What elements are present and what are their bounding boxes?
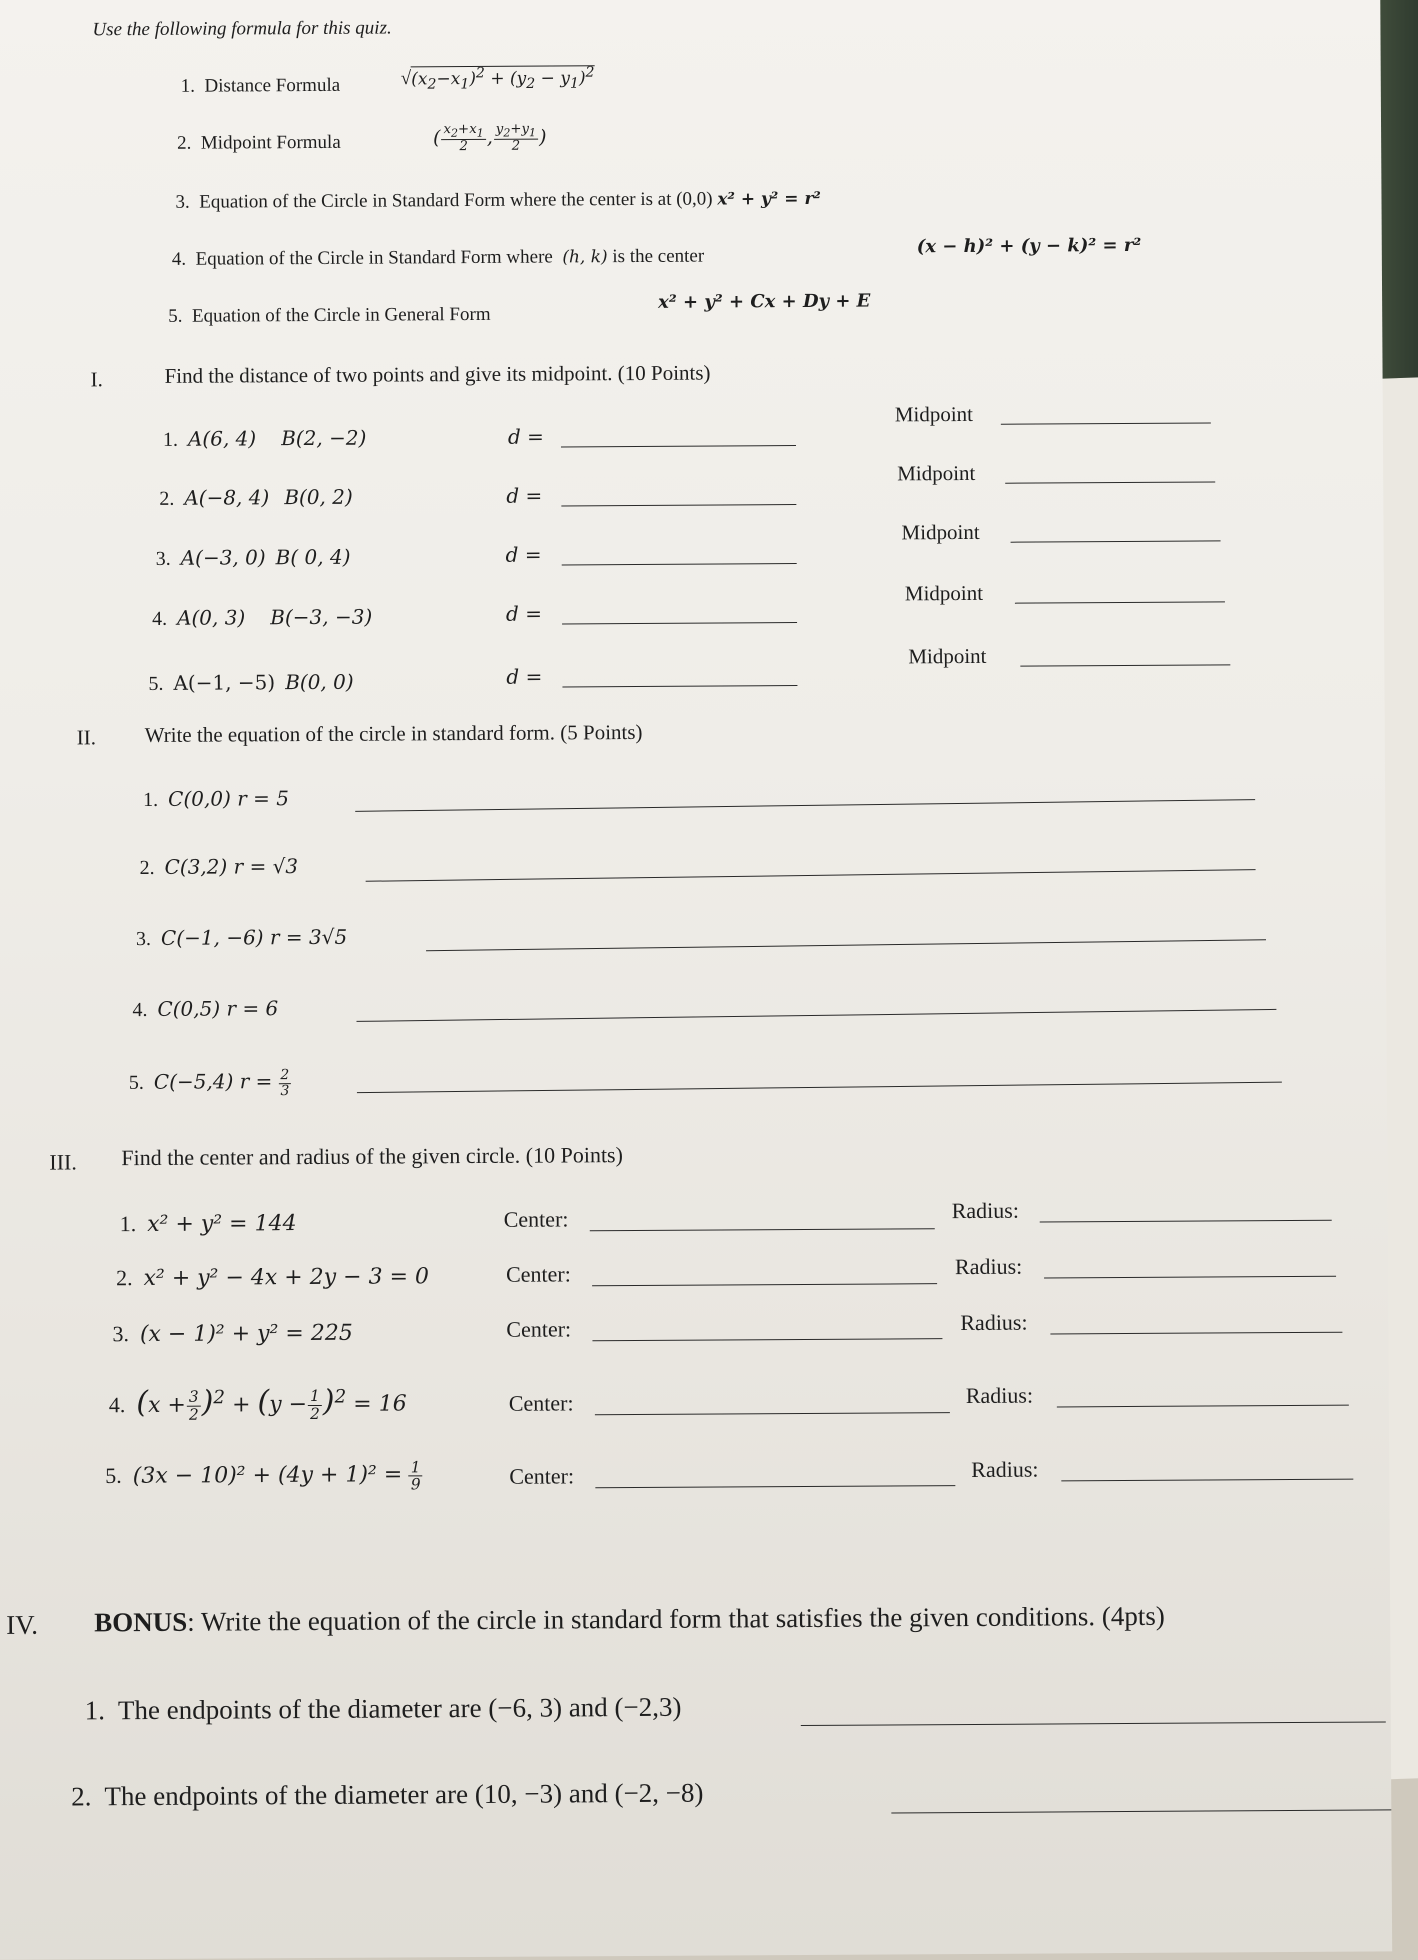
point-b: B(0, 2) [284, 484, 353, 510]
intro-text: Use the following formula for this quiz. [92, 17, 392, 41]
circle-equation-rhs: = 16 [353, 1391, 407, 1417]
center-radius-problem: 2. x² + y² − 4x + 2y − 3 = 0 [115, 1264, 430, 1292]
formula-2 [177, 132, 341, 155]
point-b: B(0, 0) [285, 669, 354, 695]
answer-blank[interactable] [356, 1009, 1276, 1022]
formula-1 [181, 75, 340, 98]
midpoint-label: Midpoint [908, 643, 987, 669]
formula-3 [175, 188, 820, 214]
rhs-fraction: $\frac{1}{9}$ [410, 1458, 421, 1494]
circle-given: C(3,2) r = √3 [164, 854, 299, 879]
radius-answer-blank[interactable] [1044, 1276, 1336, 1279]
answer-blank[interactable] [357, 1082, 1282, 1093]
circle-given: C(0,5) r = 6 [157, 996, 279, 1021]
hk-symbol: (h, k) [562, 247, 608, 268]
radius-answer-blank[interactable] [1057, 1405, 1349, 1408]
center-radius-problem: 3. (x − 1)² + y² = 225 [112, 1320, 353, 1348]
section-title: Write the equation of the circle in standard form. (5 Points) [144, 719, 643, 748]
midpoint-answer-blank[interactable] [1011, 540, 1221, 542]
center-radius-problem: 1. x² + y² = 144 [119, 1211, 297, 1238]
d-answer-blank[interactable] [562, 563, 797, 565]
center-label: Center: [506, 1316, 572, 1342]
radius-label: Radius: [971, 1456, 1039, 1482]
formula-label: Equation of the Circle in Standard Form where the center is at (0,0) [199, 188, 713, 213]
center-label: Center: [505, 1261, 571, 1287]
bonus-problem: 2. The endpoints of the diameter are (10, −3) and (−2, −8) [71, 1777, 704, 1812]
circle-problem: 1. C(0,0) r = 5 [143, 786, 290, 812]
circle-standard-eq: (x − h)² + (y − k)² = r² [916, 234, 1142, 258]
midpoint-formula-math: ( $\frac{x_2+x_1}{2}$ , $\frac{y_2+y_1}{2}$ ) [433, 121, 547, 155]
midpoint-answer-blank[interactable] [1005, 481, 1215, 483]
radius-fraction: $\frac{2}{3}$ [280, 1067, 290, 1099]
bonus-text: The endpoints of the diameter are (−6, 3) and (−2,3) [117, 1691, 682, 1726]
formula-num: 3. [175, 191, 190, 213]
d-answer-blank[interactable] [562, 685, 797, 687]
answer-blank[interactable] [801, 1721, 1386, 1726]
circle-given: C(−5,4) r = [153, 1069, 273, 1094]
problem-row: 4. A(0, 3) B(−3, −3) [151, 604, 373, 630]
radius-label: Radius: [951, 1197, 1019, 1224]
bonus-label: BONUS [94, 1606, 188, 1638]
point-a: A(6, 4) [187, 426, 257, 451]
problem-row: 3. A(−3, 0) B( 0, 4) [155, 544, 351, 570]
center-label: Center: [503, 1206, 569, 1232]
radius-label: Radius: [965, 1382, 1034, 1409]
center-label: Center: [509, 1463, 575, 1489]
d-label: d = [507, 424, 544, 449]
circle-origin-eq: x² + y² = r² [717, 188, 821, 210]
midpoint-answer-blank[interactable] [1001, 422, 1211, 424]
problem-row: 2. A(−8, 4) B(0, 2) [159, 484, 353, 510]
d-answer-blank[interactable] [562, 622, 797, 624]
circle-equation: x² + y² − 4x + 2y − 3 = 0 [143, 1264, 430, 1292]
radius-answer-blank[interactable] [1050, 1332, 1342, 1335]
center-label: Center: [508, 1390, 574, 1416]
point-a: A(−1, −5) [173, 670, 276, 695]
d-label: d = [506, 664, 543, 689]
formula-label: Equation of the Circle in General Form [191, 303, 491, 327]
section-title: : Write the equation of the circle in standard form that satisfies the given conditions. (4pts) [187, 1600, 1165, 1637]
section-roman: IV. [6, 1609, 39, 1640]
formula-num: 5. [168, 305, 183, 327]
section-roman: II. [76, 725, 97, 750]
radius-answer-blank[interactable] [1040, 1220, 1332, 1223]
formula-tail: is the center [612, 245, 705, 268]
point-b: B(−3, −3) [270, 604, 373, 630]
midpoint-answer-blank[interactable] [1020, 664, 1230, 666]
center-radius-problem: 5. (3x − 10)² + (4y + 1)² = $\frac{1}{9}$ [105, 1458, 421, 1494]
circle-problem: 3. C(−1, −6) r = 3√5 [135, 924, 348, 951]
circle-equation: (x − 1)² + y² = 225 [139, 1320, 353, 1348]
radius-label: Radius: [954, 1253, 1023, 1280]
point-a: A(−3, 0) [180, 545, 266, 570]
formula-label: Distance Formula [204, 74, 341, 97]
formula-4 [172, 246, 704, 271]
section-title: Find the distance of two points and give its midpoint. (10 Points) [164, 360, 711, 388]
bonus-heading [94, 1601, 1165, 1639]
formula-num: 4. [171, 248, 187, 270]
problem-row: 5. A(−1, −5) B(0, 0) [148, 669, 354, 695]
d-label: d = [505, 601, 542, 626]
circle-equation: (3x − 10)² + (4y + 1)² = [132, 1462, 403, 1489]
formula-label: Equation of the Circle in Standard Form where [195, 246, 553, 270]
section-roman: III. [49, 1149, 77, 1175]
point-b: B( 0, 4) [275, 544, 351, 570]
problem-row: 1. A(6, 4) B(2, −2) [162, 425, 367, 451]
d-label: d = [506, 483, 543, 508]
distance-formula-math: $√(x_2-x_1)^2 + (y_2 - y_1)^2$ [400, 64, 595, 93]
formula-num: 1. [180, 75, 196, 97]
bonus-text: The endpoints of the diameter are (10, −3) and (−2, −8) [104, 1777, 704, 1812]
center-answer-blank[interactable] [595, 1412, 950, 1415]
center-answer-blank[interactable] [592, 1283, 937, 1286]
d-label: d = [505, 542, 542, 567]
midpoint-label: Midpoint [904, 580, 984, 606]
circle-problem: 5. C(−5,4) r = $\frac{2}{3}$ [128, 1067, 290, 1099]
center-answer-blank[interactable] [590, 1228, 935, 1231]
answer-blank[interactable] [355, 799, 1255, 812]
center-answer-blank[interactable] [595, 1485, 955, 1488]
answer-blank[interactable] [891, 1809, 1391, 1813]
center-radius-problem: 4. (x + $\frac{3}{2}$ )$^2$ + (y − $\frac{1}{2}$ )$^2$ = 16 [108, 1383, 407, 1424]
midpoint-answer-blank[interactable] [1015, 601, 1225, 603]
point-a: A(−8, 4) [184, 485, 270, 510]
d-answer-blank[interactable] [561, 504, 796, 506]
midpoint-label: Midpoint [901, 519, 980, 545]
circle-problem: 4. C(0,5) r = 6 [132, 996, 279, 1022]
d-answer-blank[interactable] [561, 445, 796, 447]
midpoint-label: Midpoint [894, 401, 974, 427]
circle-equation: x² + y² = 144 [147, 1211, 297, 1238]
point-a: A(0, 3) [176, 605, 246, 630]
section-title: Find the center and radius of the given circle. (10 Points) [121, 1142, 623, 1171]
formula-5 [168, 304, 491, 328]
answer-blank[interactable] [366, 869, 1256, 882]
circle-given: C(−1, −6) r = 3√5 [160, 924, 348, 950]
answer-blank[interactable] [426, 939, 1266, 951]
circle-general-eq: x² + y² + Cx + Dy + E [658, 290, 871, 313]
midpoint-label: Midpoint [897, 460, 976, 486]
point-b: B(2, −2) [281, 425, 367, 451]
formula-num: 2. [177, 132, 192, 154]
center-answer-blank[interactable] [592, 1338, 942, 1341]
circle-given: C(0,0) r = 5 [168, 786, 290, 811]
circle-problem: 2. C(3,2) r = √3 [139, 854, 299, 880]
radius-answer-blank[interactable] [1061, 1479, 1353, 1482]
radius-label: Radius: [960, 1309, 1028, 1336]
section-roman: I. [90, 367, 103, 392]
formula-label: Midpoint Formula [200, 131, 341, 154]
bonus-problem: 1. The endpoints of the diameter are (−6, 3) and (−2,3) [84, 1691, 682, 1726]
circle-equation-4: (x + $\frac{3}{2}$ )$^2$ + (y − $\frac{1}{2}$ )$^2$ [136, 1383, 347, 1424]
